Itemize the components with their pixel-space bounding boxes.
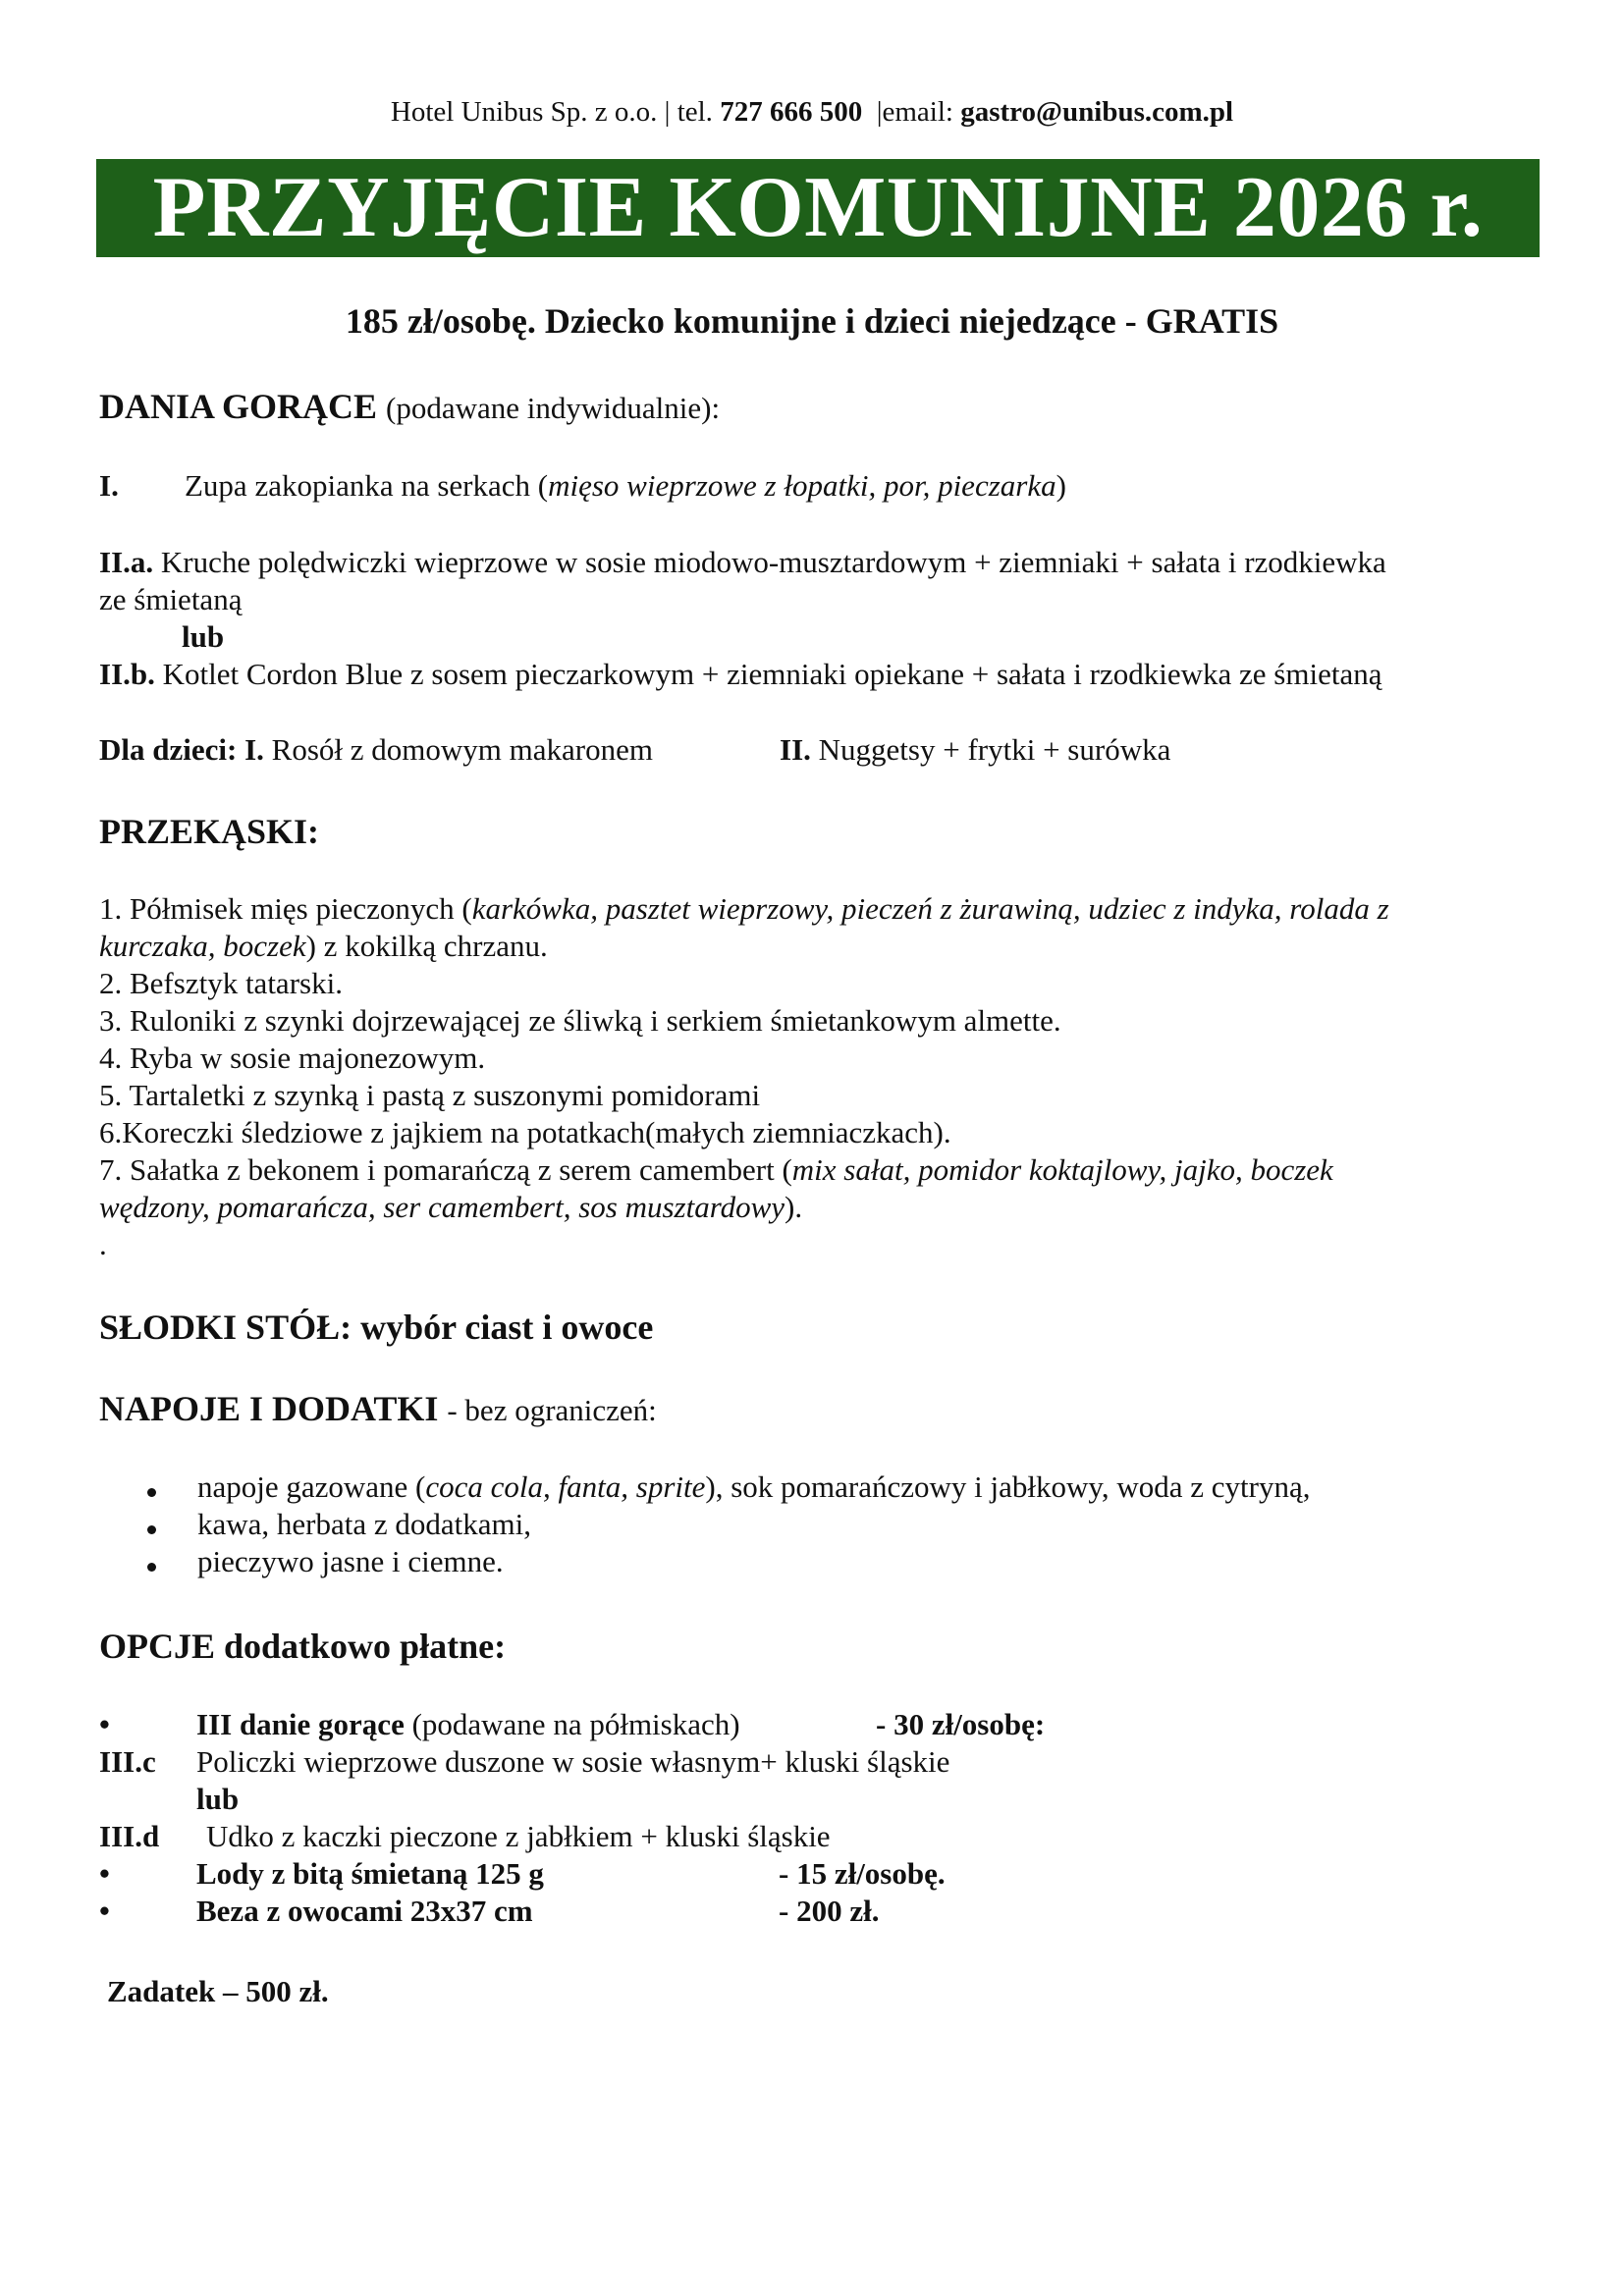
drinks-1-brands: coca cola, fanta, sprite [425,1469,706,1504]
soup-ingredients: mięso wieprzowe z łopatki, por, pieczarka [548,468,1056,503]
option-c-text: Policzki wieprzowe duszone w sosie własnym+ kluski śląskie [196,1744,950,1779]
kids-item-2-text: Nuggetsy + frytki + surówka [818,732,1171,767]
bullet-glyph: • [99,1856,110,1891]
option-d-number: III.d [99,1819,160,1853]
starter-1-end: ) z kokilką chrzanu. [305,929,548,963]
kids-item-2 [780,731,1170,769]
starter-item-1-cont [99,928,548,965]
drinks-heading-text: NAPOJE I DODATKI [99,1389,439,1428]
email-address: gastro@unibus.com.pl [960,96,1234,128]
option-third-dish [196,1706,740,1743]
starter-1-text: 1. Półmisek mięs pieczonych ( [99,891,472,926]
main-a-item [99,544,1386,581]
bullet-icon [147,1558,156,1575]
kids-item-1-number: I. [244,732,264,767]
starter-item-3: 3. Ruloniki z szynki dojrzewającej ze śliwką i serkiem śmietankowym almette. [99,1003,1061,1038]
drinks-item-3: pieczywo jasne i ciemne. [197,1544,504,1578]
separator: | [664,96,671,128]
option-third-note: (podawane na półmiskach) [411,1707,740,1741]
drinks-1-text: napoje gazowane ( [197,1469,426,1504]
drinks-heading-note: - bez ograniczeń: [447,1393,657,1427]
price-line: 185 zł/osobę. Dziecko komunijne i dzieci niejedzące - GRATIS [345,301,1279,341]
starter-item-4: 4. Ryba w sosie majonezowym. [99,1041,486,1075]
kids-item-2-number: II. [780,732,811,767]
drinks-1-end: ), sok pomarańczowy i jabłkowy, woda z cytryną, [705,1469,1311,1504]
starter-7-end: ). [785,1190,803,1224]
drinks-item-2: kawa, herbata z dodatkami, [197,1507,531,1541]
option-third-price: - 30 zł/osobę: [876,1707,1046,1741]
main-b-text: Kotlet Cordon Blue z sosem pieczarkowym + ziemniaki opiekane + sałata i rzodkiewka ze śmietaną [162,657,1382,691]
main-a-line2: ze śmietaną [99,582,243,616]
bullet-glyph: • [99,1894,110,1928]
tel-number: 727 666 500 [720,96,863,128]
starter-1-ingredients-cont: kurczaka, boczek [99,929,306,963]
hot-heading-note: (podawane indywidualnie): [386,391,721,425]
drinks-heading [99,1388,657,1429]
title-banner [96,159,1540,257]
kids-menu [99,731,653,769]
option-ice-label: Lody z bitą śmietaną 125 g [196,1856,544,1891]
bullet-icon [147,1483,156,1501]
or-label: lub [182,619,225,654]
option-third-label: III danie gorące [196,1707,405,1741]
sweet-table-heading: SŁODKI STÓŁ: wybór ciast i owoce [99,1308,654,1347]
email-label: email: [882,96,953,128]
options-heading: OPCJE dodatkowo płatne: [99,1627,507,1666]
deposit: Zadatek – 500 zł. [107,1974,329,2008]
option-ice-price: - 15 zł/osobę. [779,1856,946,1891]
main-b-number: II.b. [99,657,155,691]
option-c-number: III.c [99,1744,156,1779]
starters-heading: PRZEKĄSKI: [99,812,320,851]
starter-1-ingredients: karkówka, pasztet wieprzowy, pieczeń z żurawiną, udziec z indyka, rolada z [471,891,1389,926]
starter-item-7 [99,1151,1333,1189]
header-contact [0,96,1624,129]
page-title: PRZYJĘCIE KOMUNIJNE 2026 r. [152,160,1484,255]
main-b-item [99,656,1381,693]
soup-number: I. [99,468,119,503]
bullet-icon [147,1521,156,1538]
kids-item-1-text: Rosół z domowym makaronem [271,732,653,767]
starter-item-1 [99,890,1389,928]
option-d-text: Udko z kaczki pieczone z jabłkiem + kluski śląskie [206,1819,831,1853]
kids-label: Dla dzieci: [99,732,238,767]
starter-item-5: 5. Tartaletki z szynką i pastą z suszonymi pomidorami [99,1078,761,1112]
main-a-text: Kruche polędwiczki wieprzowe w sosie miodowo-musztardowym + ziemniaki + sałata i rzodkiewka [160,545,1386,579]
soup-text: Zupa zakopianka na serkach ( [185,468,549,503]
or-label: lub [196,1782,240,1816]
starter-item-7-cont [99,1189,802,1226]
company-name: Hotel Unibus Sp. z o.o. [390,96,658,128]
soup-item [185,467,1066,505]
drinks-item-1 [197,1468,1310,1506]
soup-close: ) [1056,468,1066,503]
starter-item-6: 6.Koreczki śledziowe z jajkiem na potatkach(małych ziemniaczkach). [99,1115,951,1149]
separator: | [876,96,883,128]
starter-item-2: 2. Befsztyk tatarski. [99,966,343,1000]
starter-7-ingredients-cont: wędzony, pomarańcza, ser camembert, sos musztardowy [99,1190,785,1224]
bullet-glyph: • [99,1707,110,1741]
starter-7-ingredients: mix sałat, pomidor koktajlowy, jajko, boczek [791,1152,1333,1187]
option-beza-price: - 200 zł. [779,1894,880,1928]
hot-dishes-heading [99,386,720,427]
main-a-number: II.a. [99,545,154,579]
tel-label: tel. [677,96,713,128]
starter-7-text: 7. Sałatka z bekonem i pomarańczą z serem camembert ( [99,1152,792,1187]
option-beza-label: Beza z owocami 23x37 cm [196,1894,533,1928]
hot-heading-text: DANIA GORĄCE [99,387,378,426]
stray-dot: . [99,1227,107,1261]
